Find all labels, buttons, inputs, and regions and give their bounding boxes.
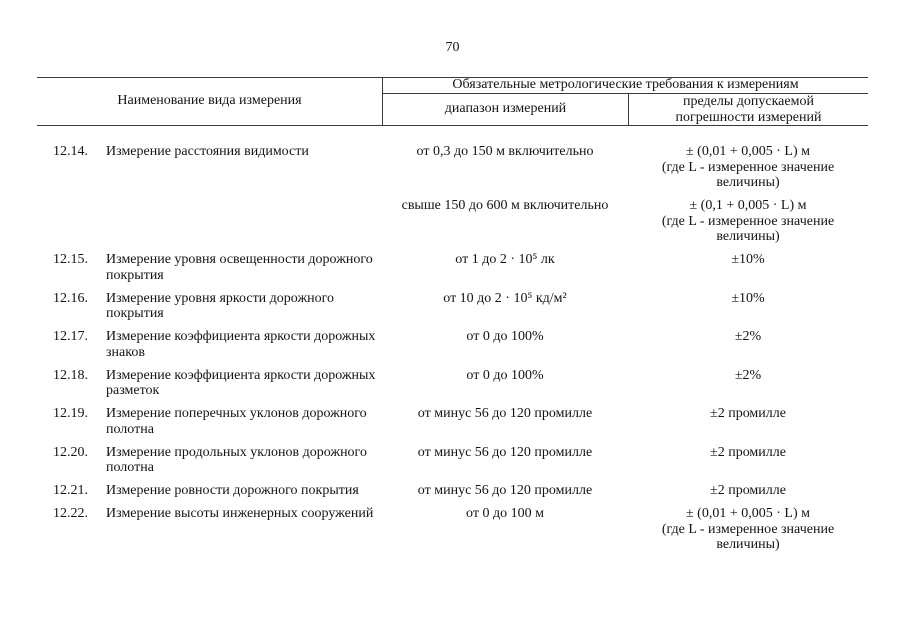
row-number: 12.19. xyxy=(53,406,88,421)
table-row xyxy=(37,291,868,330)
row-error-line: величины) xyxy=(716,175,780,190)
row-error xyxy=(628,406,868,422)
row-number: 12.18. xyxy=(53,367,88,383)
row-error xyxy=(628,483,868,499)
row-number: 12.17. xyxy=(53,329,88,344)
row-error-line: ±2 промилле xyxy=(710,444,786,460)
table-row xyxy=(37,368,868,407)
row-name-line: Измерение продольных уклонов дорожного xyxy=(106,444,367,460)
row-error-line: ± (0,01 + 0,005 · L) м xyxy=(686,506,810,521)
row-range: от 0 до 100% xyxy=(466,329,544,344)
table-row xyxy=(37,406,868,445)
row-error xyxy=(628,144,868,191)
header-error-col xyxy=(629,94,868,125)
row-name xyxy=(106,506,382,522)
row-error-line: (где L - измеренное значение xyxy=(661,213,835,229)
row-error-line: ± (0,1 + 0,005 · L) м xyxy=(689,198,807,213)
row-range: от минус 56 до 120 промилле xyxy=(417,483,593,498)
row-name xyxy=(106,144,382,160)
row-name xyxy=(106,329,382,360)
table-row xyxy=(37,252,868,291)
row-name-line: Измерение коэффициента яркости дорожных xyxy=(106,329,376,344)
row-name xyxy=(106,445,382,476)
row-name xyxy=(106,252,382,283)
row-range: от 0 до 100 м xyxy=(466,506,544,521)
row-name-line: разметок xyxy=(106,383,160,398)
row-name-line: полотна xyxy=(106,421,154,437)
row-range: от 0 до 100% xyxy=(466,367,544,383)
row-name xyxy=(106,483,382,499)
table-row xyxy=(37,198,868,252)
table-row xyxy=(37,329,868,368)
row-error-line: величины) xyxy=(716,537,780,552)
row-name-line: покрытия xyxy=(106,267,164,283)
row-name xyxy=(106,368,382,399)
row-number: 12.22. xyxy=(53,506,88,521)
row-range: от минус 56 до 120 промилле xyxy=(417,406,593,421)
row-error-line: ±2 промилле xyxy=(710,483,786,498)
row-name-line: полотна xyxy=(106,460,154,475)
row-range: свыше 150 до 600 м включительно xyxy=(401,198,609,213)
page-number: 70 xyxy=(445,40,460,55)
row-number: 12.14. xyxy=(53,144,88,159)
row-error-line: (где L - измеренное значение xyxy=(661,159,835,175)
row-error-line: (где L - измеренное значение xyxy=(661,521,835,537)
row-error-line: ±10% xyxy=(731,290,765,306)
row-name-line: Измерение коэффициента яркости дорожных xyxy=(106,367,376,383)
header-error-line: пределы допускаемой xyxy=(683,94,814,109)
row-name-line: покрытия xyxy=(106,306,164,321)
row-name-line: Измерение уровня освещенности дорожного xyxy=(106,252,373,267)
row-range: от 1 до 2 · 10⁵ лк xyxy=(455,252,555,267)
header-error-line: погрешности измерений xyxy=(675,109,822,125)
header-range-col: диапазон измерений xyxy=(444,101,567,116)
row-name-line: Измерение высоты инженерных сооружений xyxy=(106,506,374,521)
row-error-line: ± (0,01 + 0,005 · L) м xyxy=(686,144,810,159)
row-error xyxy=(628,291,868,307)
row-name-line: Измерение поперечных уклонов дорожного xyxy=(106,406,367,421)
row-number: 12.20. xyxy=(53,444,88,460)
table-row xyxy=(37,483,868,506)
row-error-line: ±2 промилле xyxy=(710,406,786,421)
row-name-line: Измерение ровности дорожного покрытия xyxy=(106,483,359,498)
row-error-line: ±2% xyxy=(734,329,762,344)
row-name xyxy=(106,291,382,322)
row-error-line: величины) xyxy=(716,229,780,244)
row-error-line: ±10% xyxy=(731,252,765,267)
row-name xyxy=(106,406,382,437)
row-number: 12.16. xyxy=(53,290,88,306)
table-row xyxy=(37,445,868,484)
row-error xyxy=(628,329,868,345)
row-name-line: знаков xyxy=(106,344,145,360)
header-requirements: Обязательные метрологические требования к измерениям xyxy=(452,77,799,92)
row-name-line: Измерение уровня яркости дорожного xyxy=(106,290,335,306)
table-rule-header-bottom xyxy=(37,125,868,126)
row-error xyxy=(628,252,868,268)
row-range: от минус 56 до 120 промилле xyxy=(417,444,593,460)
row-error xyxy=(628,368,868,384)
table-row xyxy=(37,506,868,560)
row-number: 12.15. xyxy=(53,252,88,267)
table-body xyxy=(37,144,868,560)
row-error xyxy=(628,198,868,245)
row-error xyxy=(628,445,868,461)
row-range: от 0,3 до 150 м включительно xyxy=(416,144,594,159)
row-error-line: ±2% xyxy=(734,367,762,383)
row-error xyxy=(628,506,868,553)
header-name-col: Наименование вида измерения xyxy=(117,93,302,108)
table-row xyxy=(37,144,868,198)
row-range: от 10 до 2 · 10⁵ кд/м² xyxy=(443,290,567,306)
row-number: 12.21. xyxy=(53,483,88,498)
row-name-line: Измерение расстояния видимости xyxy=(106,144,309,159)
